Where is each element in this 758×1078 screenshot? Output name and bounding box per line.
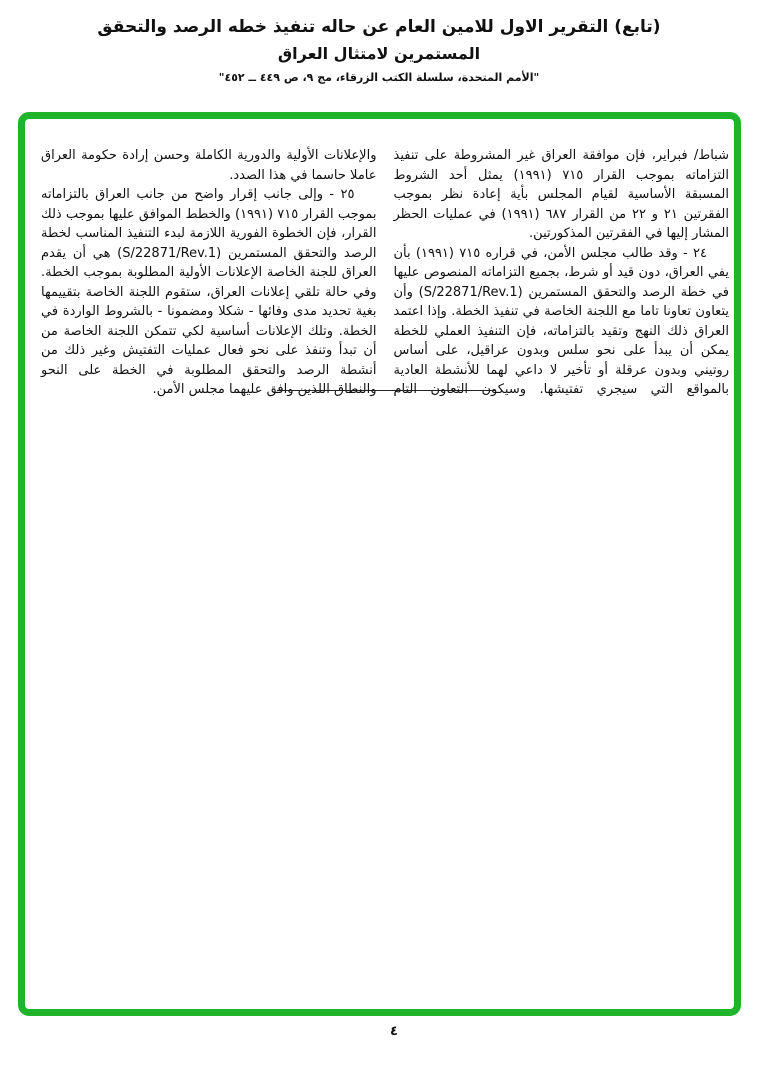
two-column-text (25, 119, 734, 400)
content-frame (18, 112, 741, 1016)
page-subtitle: المستمرين لامتثال العراق (277, 44, 481, 63)
page-title: (تابع) التقرير الاول للامين العام عن حاله تنفيذ خطه الرصد والتحقق (97, 17, 661, 37)
footnote-divider (277, 390, 495, 391)
column-left (41, 146, 377, 400)
column-right (394, 146, 730, 400)
paragraph-continuation-left: والإعلانات الأولية والدورية الكاملة وحسن إرادة حكومة العراق عاملا حاسما في هذا الصدد. (41, 148, 377, 183)
paragraph-25: ٢٥ - وإلى جانب إقرار واضح من جانب العراق بالتزاماته بموجب القرار ٧١٥ (١٩٩١) والخطط الموافق عليها بموجب ذلك القرار، فإن الخطوة الفورية اللازمة لبدء التنفيذ المناسب لخطة الرصد والتحقق المستمرين (S/22871/Rev.1) هي أن يقدم العراق للجنة الخاصة الإعلانات الأولية المطلوبة بموجب الخطة. وفي حالة تلقي إعلانات العراق، ستقوم اللجنة الخاصة بتقييمها بغية تحديد مدى وفائها - شكلا ومضمونا - بالشروط الواردة في الخطة. وتلك الإعلانات أساسية لكي تتمكن اللجنة الخاصة من أن تبدأ وتنفذ على نحو فعال عمليات التفتيش وغير ذلك من أنشطة الرصد والتحقق المطلوبة في الخطة على النحو والنطاق اللذين وافق عليهما مجلس الأمن. (41, 187, 377, 397)
paragraph-continuation-right: شباط/ فبراير، فإن موافقة العراق غير المشروطة على تنفيذ التزاماته بموجب القرار ٧١٥ (١٩٩١) يمثل أحد الشروط المسبقة الأساسية لقيام المجلس بأية إعادة نظر بموجب الفقرتين ٢١ و ٢٢ من القرار ٦٨٧ (١٩٩١) في عمليات الحظر المشار إليها في الفقرتين المذكورتين. (393, 148, 730, 241)
page-number: ٤ (390, 1024, 398, 1039)
paragraph-24: ٢٤ - وقد طالب مجلس الأمن، في قراره ٧١٥ (١٩٩١) بأن يفي العراق، دون قيد أو شرط، بجميع التزاماته المنصوص عليها في خطة الرصد والتحقق المستمرين (S/22871/Rev.1) وأن يتعاون تعاونا تاما مع اللجنة الخاصة في تنفيذ الخطة. وإذا اعتمد العراق ذلك النهج وتقيد بالتزاماته، فإن التنفيذ العملي للخطة يمكن أن يبدأ على نحو سلس وبدون عراقيل، على أساس روتيني وبدون عرقلة أو تأخير لا داعي لهما للأنشطة العادية بالمواقع التي سيجري تفتيشها. وسيكون التعاون التام (393, 245, 729, 397)
document-header (0, 0, 758, 88)
source-citation: "الأمم المتحدة، سلسلة الكتب الزرقاء، مج ٩، ص ٤٤٩ ــ ٤٥٢" (218, 71, 540, 84)
